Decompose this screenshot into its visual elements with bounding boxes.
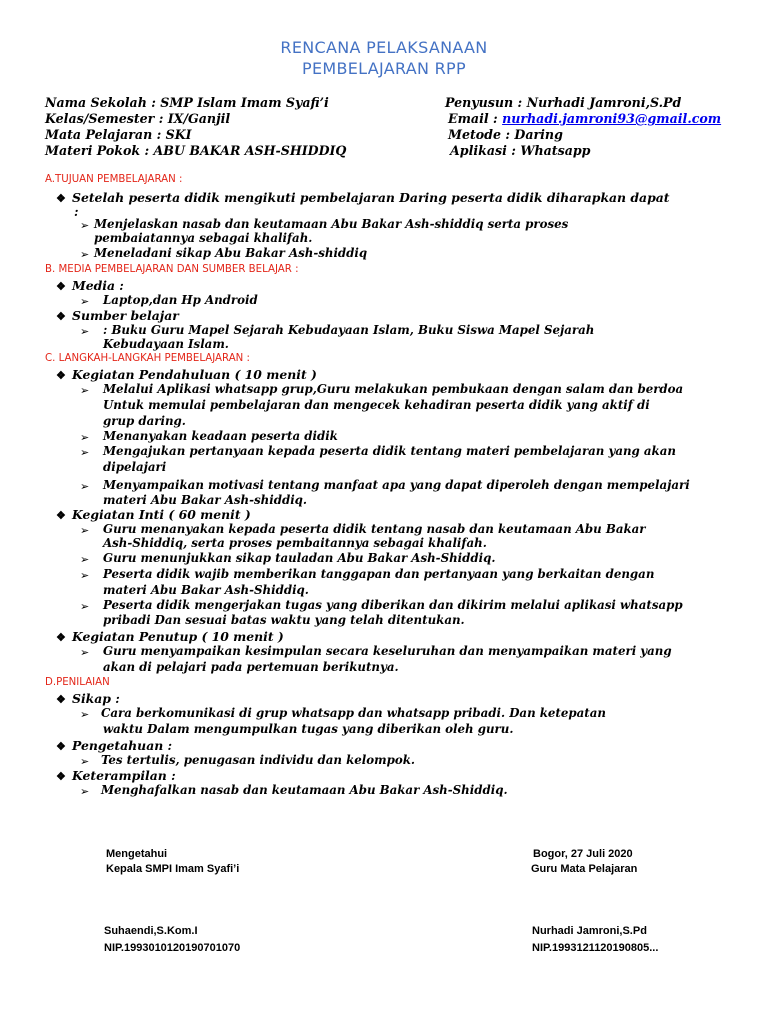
diamond-bullet-icon: ❖ xyxy=(56,369,66,382)
diamond-bullet-icon: ❖ xyxy=(56,740,66,753)
signature-right-nip: NIP.1993121120190805... xyxy=(532,942,659,954)
opening-4-line2: materi Abu Bakar Ash-shiddiq. xyxy=(103,493,308,507)
attitude-line2: waktu Dalam mengumpulkan tugas yang diberikan oleh guru. xyxy=(103,722,514,736)
opening-3-line1: Mengajukan pertanyaan kepada peserta didik tentang materi pembelajaran yang akan xyxy=(103,444,676,458)
signature-right-name: Nurhadi Jamroni,S.Pd xyxy=(532,925,647,937)
opening-3-line2: dipelajari xyxy=(103,460,167,474)
diamond-bullet-icon: ❖ xyxy=(56,693,66,706)
school-name: Nama Sekolah : SMP Islam Imam Syafi’i xyxy=(45,95,329,110)
arrow-bullet-icon: ➢ xyxy=(80,248,90,261)
source-heading: ❖ Sumber belajar xyxy=(56,308,179,323)
email-link[interactable]: nurhadi.jamroni93@gmail.com xyxy=(502,111,722,126)
arrow-bullet-icon: ➢ xyxy=(80,325,90,338)
closing-1-line1: Guru menyampaikan kesimpulan secara keseluruhan dan menyampaikan materi yang xyxy=(103,644,672,658)
knowledge-heading: ❖ Pengetahuan : xyxy=(56,738,173,753)
diamond-bullet-icon: ❖ xyxy=(56,631,66,644)
document-title-line1: RENCANA PELAKSANAAN xyxy=(280,38,488,57)
attitude-line1: Cara berkomunikasi di grup whatsapp dan whatsapp pribadi. Dan ketepatan xyxy=(101,706,606,720)
arrow-bullet-icon: ➢ xyxy=(80,755,90,768)
section-d-heading: D.PENILAIAN xyxy=(45,677,110,688)
media-heading: ❖ Media : xyxy=(56,278,124,293)
arrow-bullet-icon: ➢ xyxy=(80,785,90,798)
opening-heading: ❖ Kegiatan Pendahuluan ( 10 menit ) xyxy=(56,367,317,382)
section-a-heading: A.TUJUAN PEMBELAJARAN : xyxy=(45,174,183,185)
attitude-heading: ❖ Sikap : xyxy=(56,691,120,706)
arrow-bullet-icon: ➢ xyxy=(80,569,90,582)
email-row xyxy=(448,111,721,127)
signature-left-name: Suhaendi,S.Kom.I xyxy=(104,925,198,937)
source-item-line1: : Buku Guru Mapel Sejarah Kebudayaan Islam, Buku Siswa Mapel Sejarah xyxy=(103,323,595,337)
arrow-bullet-icon: ➢ xyxy=(80,524,90,537)
signature-left-title2: Kepala SMPI Imam Syafi’i xyxy=(106,863,240,875)
skill-heading: ❖ Keterampilan : xyxy=(56,768,176,783)
arrow-bullet-icon: ➢ xyxy=(80,219,90,232)
application: Aplikasi : Whatsapp xyxy=(450,143,591,158)
signature-left-nip: NIP.1993010120190701070 xyxy=(104,942,241,954)
skill-item: Menghafalkan nasab dan keutamaan Abu Bakar Ash-Shiddiq. xyxy=(101,783,508,797)
diamond-bullet-icon: ❖ xyxy=(56,770,66,783)
diamond-bullet-icon: ❖ xyxy=(56,192,66,205)
opening-1-line3: grup daring. xyxy=(103,414,186,428)
arrow-bullet-icon: ➢ xyxy=(80,431,90,444)
diamond-bullet-icon: ❖ xyxy=(56,509,66,522)
arrow-bullet-icon: ➢ xyxy=(80,646,90,659)
arrow-bullet-icon: ➢ xyxy=(80,480,90,493)
opening-4-line1: Menyampaikan motivasi tentang manfaat apa yang dapat diperoleh dengan mempelajari xyxy=(103,478,690,492)
core-1-line2: Ash-Shiddiq, serta proses pembaitannya sebagai khalifah. xyxy=(103,536,487,550)
core-2: Guru menunjukkan sikap tauladan Abu Bakar Ash-Shiddiq. xyxy=(103,551,496,565)
opening-1-line2: Untuk memulai pembelajaran dan mengecek kehadiran peserta didik yang aktif di xyxy=(103,398,650,412)
arrow-bullet-icon: ➢ xyxy=(80,600,90,613)
arrow-bullet-icon: ➢ xyxy=(80,295,90,308)
knowledge-item: Tes tertulis, penugasan individu dan kelompok. xyxy=(101,753,416,767)
signature-right-date: Bogor, 27 Juli 2020 xyxy=(533,848,633,860)
arrow-bullet-icon: ➢ xyxy=(80,384,90,397)
media-item: Laptop,dan Hp Android xyxy=(103,293,258,307)
author: Penyusun : Nurhadi Jamroni,S.Pd xyxy=(445,95,682,110)
closing-heading: ❖ Kegiatan Penutup ( 10 menit ) xyxy=(56,629,284,644)
goal-1-line1: Menjelaskan nasab dan keutamaan Abu Bakar Ash-shiddiq serta proses xyxy=(94,217,569,231)
section-a-bullet: ❖ Setelah peserta didik mengikuti pembelajaran Daring peserta didik diharapkan dapat xyxy=(56,190,670,205)
diamond-bullet-icon: ❖ xyxy=(56,310,66,323)
email-label: Email : xyxy=(448,111,503,126)
document-title-line2: PEMBELAJARAN RPP xyxy=(302,59,466,78)
section-b-heading: B. MEDIA PEMBELAJARAN DAN SUMBER BELAJAR : xyxy=(45,264,299,275)
signature-right-title: Guru Mata Pelajaran xyxy=(531,863,638,875)
core-4-line2: pribadi Dan sesuai batas waktu yang telah ditentukan. xyxy=(103,613,465,627)
source-item-line2: Kebudayaan Islam. xyxy=(103,337,229,351)
class-semester: Kelas/Semester : IX/Ganjil xyxy=(45,111,231,126)
arrow-bullet-icon: ➢ xyxy=(80,446,90,459)
core-1-line1: Guru menanyakan kepada peserta didik tentang nasab dan keutamaan Abu Bakar xyxy=(103,522,646,536)
topic: Materi Pokok : ABU BAKAR ASH-SHIDDIQ xyxy=(45,143,347,158)
core-3-line1: Peserta didik wajib memberikan tanggapan dan pertanyaan yang berkaitan dengan xyxy=(103,567,655,581)
opening-1-line1: Melalui Aplikasi whatsapp grup,Guru melakukan pembukaan dengan salam dan berdoa xyxy=(103,382,684,396)
core-heading: ❖ Kegiatan Inti ( 60 menit ) xyxy=(56,507,251,522)
closing-1-line2: akan di pelajari pada pertemuan berikutnya. xyxy=(103,660,399,674)
section-c-heading: C. LANGKAH-LANGKAH PEMBELAJARAN : xyxy=(45,353,250,364)
core-4-line1: Peserta didik mengerjakan tugas yang diberikan dan dikirim melalui aplikasi whatsapp xyxy=(103,598,683,612)
goal-2: Meneladani sikap Abu Bakar Ash-shiddiq xyxy=(94,246,368,260)
method: Metode : Daring xyxy=(448,127,563,142)
arrow-bullet-icon: ➢ xyxy=(80,708,90,721)
subject: Mata Pelajaran : SKI xyxy=(45,127,192,142)
core-3-line2: materi Abu Bakar Ash-Shiddiq. xyxy=(103,583,309,597)
arrow-bullet-icon: ➢ xyxy=(80,553,90,566)
opening-2: Menanyakan keadaan peserta didik xyxy=(103,429,338,443)
signature-left-title1: Mengetahui xyxy=(106,848,168,860)
goal-1-line2: pembaiatannya sebagai khalifah. xyxy=(94,231,313,245)
section-a-bullet-cont: : xyxy=(74,204,79,219)
diamond-bullet-icon: ❖ xyxy=(56,280,66,293)
